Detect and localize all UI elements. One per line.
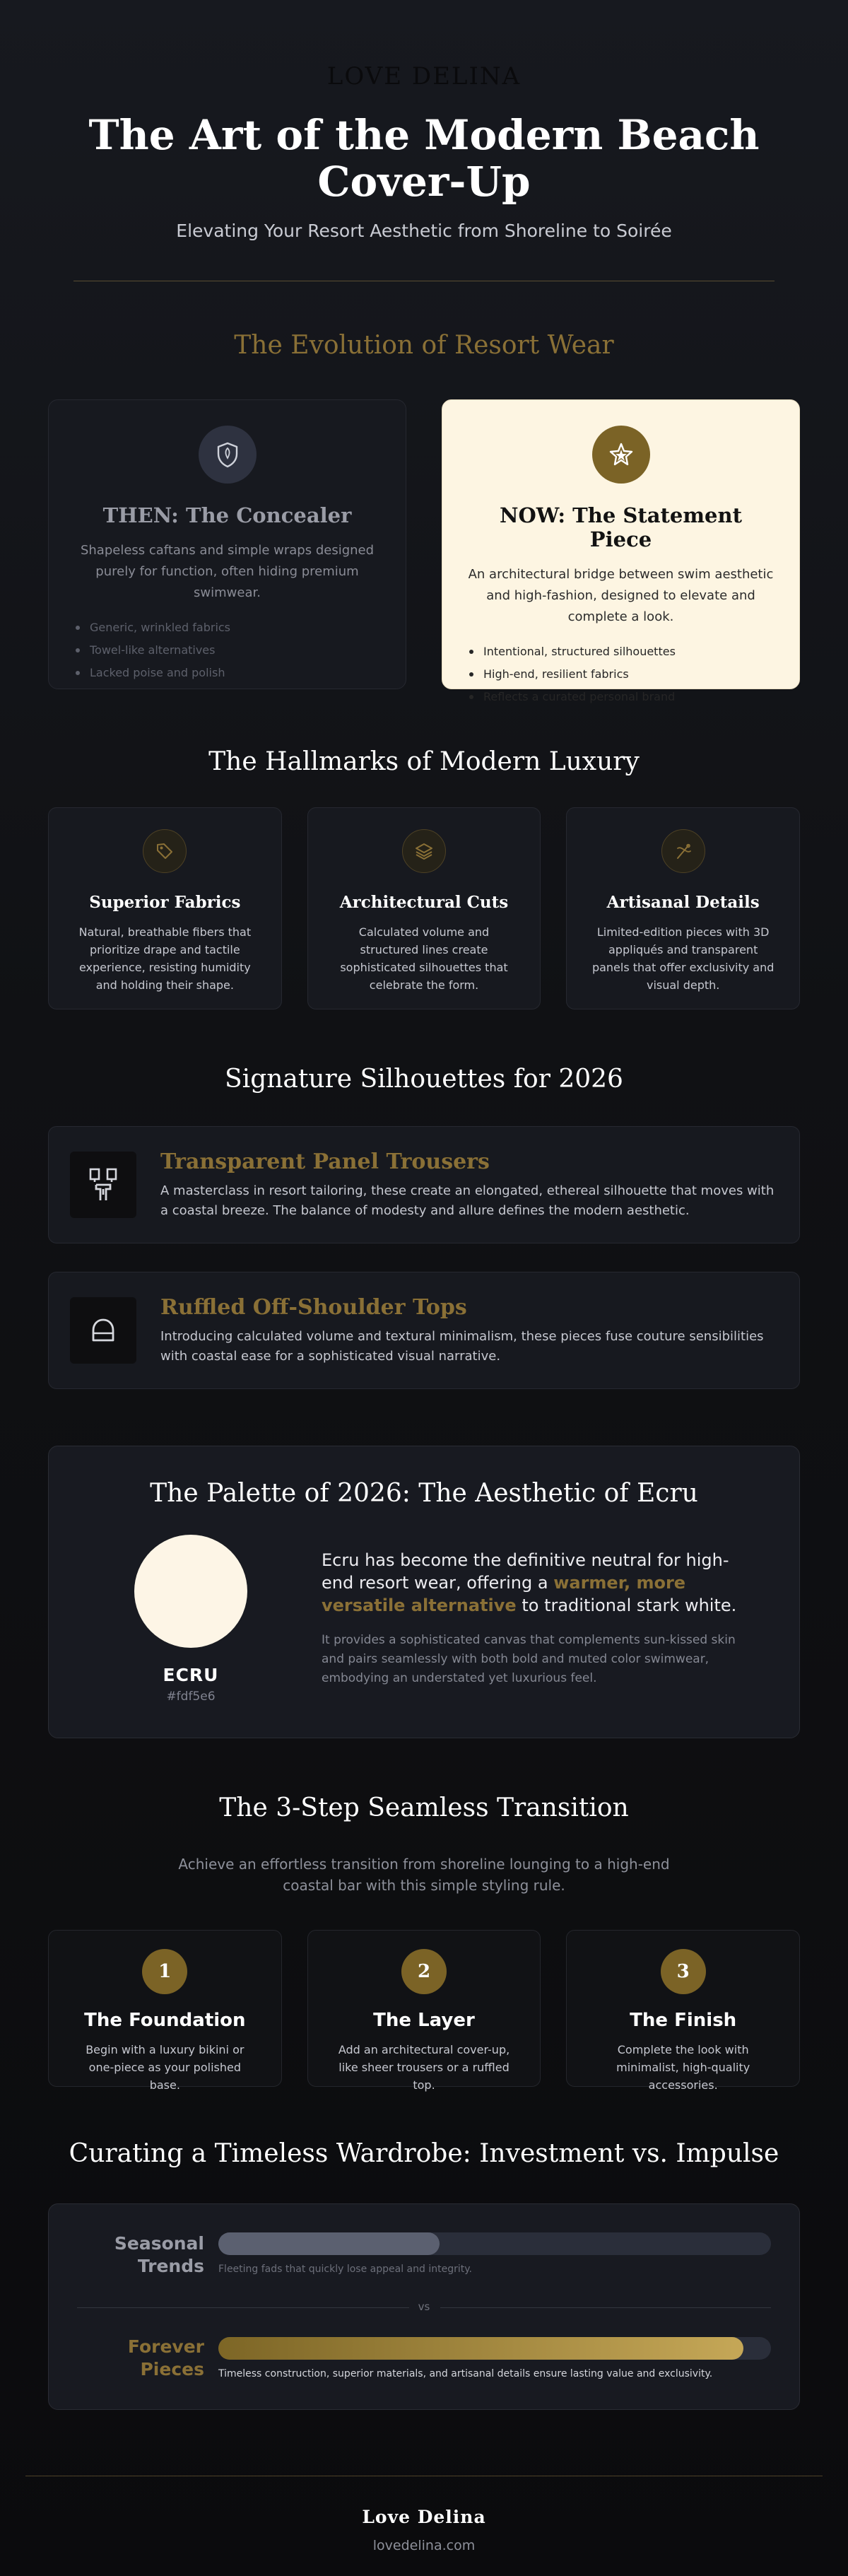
step-number: 1 xyxy=(142,1949,187,1994)
step-description: Add an architectural cover-up, like sheer trousers or a ruffled top. xyxy=(338,2043,510,2092)
hallmark-description: Calculated volume and structured lines create sophisticated silhouettes that celebrate the form. xyxy=(340,925,508,992)
then-description: Shapeless caftans and simple wraps designed purely for function, often hiding premium swimwear. xyxy=(80,543,375,600)
now-list xyxy=(466,640,775,708)
hallmark-card xyxy=(566,807,800,1009)
palette-detail: It provides a sophisticated canvas that complements sun-kissed skin and pairs seamlessly with both bold and muted color swimwear, embodying an understated yet luxurious feel. xyxy=(322,1633,736,1685)
silhouette-card xyxy=(48,1126,800,1243)
vs-divider-right xyxy=(440,2307,771,2308)
label-line: Forever xyxy=(127,2336,204,2357)
seasonal-bar-track xyxy=(218,2232,771,2255)
steps-title: The 3-Step Seamless Transition xyxy=(219,1793,629,1822)
hallmark-card xyxy=(48,807,282,1009)
needle-thread-icon xyxy=(661,829,705,873)
hallmarks-grid xyxy=(48,807,800,1009)
now-card xyxy=(442,399,800,703)
step-number: 2 xyxy=(401,1949,447,1994)
steps-intro: Achieve an effortless transition from shoreline lounging to a high-end coastal bar with this simple styling rule. xyxy=(178,1856,670,1894)
silhouette-description: A masterclass in resort tailoring, these create an elongated, ethereal silhouette that moves with a coastal breeze. The balance of modesty and allure defines the modern aesthetic. xyxy=(160,1183,775,1218)
silhouette-description: Introducing calculated volume and textural minimalism, these pieces fuse couture sensibilities with coastal ease for a sophisticated visual narrative. xyxy=(160,1328,764,1364)
hallmark-description: Limited-edition pieces with 3D appliqués and transparent panels that offer exclusivity and visual depth. xyxy=(591,925,775,992)
step-description: Complete the look with minimalist, high-quality accessories. xyxy=(616,2043,750,2092)
hallmark-heading: Artisanal Details xyxy=(606,893,760,912)
ecru-swatch xyxy=(134,1535,247,1648)
hallmarks-title: The Hallmarks of Modern Luxury xyxy=(208,747,640,776)
label-line: Pieces xyxy=(140,2359,204,2379)
label-line: Seasonal xyxy=(114,2233,204,2254)
swatch-name: ECRU xyxy=(163,1665,219,1685)
hallmark-heading: Superior Fabrics xyxy=(89,893,241,912)
forever-caption: Timeless construction, superior materials, and artisanal details ensure lasting value and exclusivity. xyxy=(218,2368,713,2379)
palette-lead xyxy=(322,1549,746,1617)
seasonal-bar-fill xyxy=(218,2232,440,2255)
step-card xyxy=(307,1930,541,2092)
label-line: Trends xyxy=(137,2256,204,2276)
steps-grid xyxy=(48,1930,800,2092)
footer-link[interactable]: lovedelina.com xyxy=(372,2538,476,2553)
silhouette-heading: Transparent Panel Trousers xyxy=(160,1149,490,1174)
hallmark-description: Natural, breathable fibers that prioritize drape and tactile experience, resisting humidity and holding their shape. xyxy=(78,925,252,992)
step-card xyxy=(48,1930,282,2092)
swatch-hex: #fdf5e6 xyxy=(166,1690,216,1704)
trousers-icon xyxy=(70,1152,136,1218)
list-item: Lacked poise and polish xyxy=(73,662,382,684)
list-item: Intentional, structured silhouettes xyxy=(466,640,775,663)
now-heading: NOW: The Statement Piece xyxy=(500,503,742,551)
forever-bar-fill xyxy=(218,2337,743,2360)
hallmark-heading: Architectural Cuts xyxy=(339,893,509,912)
step-number: 3 xyxy=(661,1949,706,1994)
page-title: The Art of the Modern Beach Cover-Up xyxy=(88,111,760,206)
then-heading: THEN: The Concealer xyxy=(102,503,352,527)
silhouette-heading: Ruffled Off-Shoulder Tops xyxy=(160,1294,467,1320)
investment-panel xyxy=(48,2203,800,2410)
list-item: Generic, wrinkled fabrics xyxy=(73,616,382,639)
forever-bar-track xyxy=(218,2337,771,2360)
step-card xyxy=(566,1930,800,2092)
tag-icon xyxy=(143,829,187,873)
forever-label xyxy=(77,2336,204,2381)
step-heading: The Finish xyxy=(630,2010,737,2031)
evolution-comparison xyxy=(48,399,800,703)
then-card xyxy=(48,399,406,689)
palette-highlight: warmer, more versatile alternative xyxy=(322,1573,686,1615)
hallmark-card xyxy=(307,807,541,1009)
now-description: An architectural bridge between swim aesthetic and high-fashion, designed to elevate and complete a look. xyxy=(468,567,774,624)
step-description: Begin with a luxury bikini or one-piece as your polished base. xyxy=(86,2043,245,2092)
footer-brand: Love Delina xyxy=(362,2507,486,2527)
list-item: High-end, resilient fabrics xyxy=(466,663,775,686)
seasonal-caption: Fleeting fads that quickly lose appeal and integrity. xyxy=(218,2264,472,2275)
shield-icon xyxy=(199,426,257,484)
evolution-title: The Evolution of Resort Wear xyxy=(234,331,614,360)
star-badge-icon xyxy=(592,426,650,484)
list-item: Towel-like alternatives xyxy=(73,639,382,662)
palette-lead-text: Ecru has become the definitive neutral for high-end resort wear, offering a xyxy=(322,1550,729,1593)
page-subtitle: Elevating Your Resort Aesthetic from Shoreline to Soirée xyxy=(176,221,672,241)
step-heading: The Foundation xyxy=(84,2010,246,2031)
top-icon xyxy=(70,1297,136,1364)
silhouettes-title: Signature Silhouettes for 2026 xyxy=(225,1065,623,1094)
vs-label: vs xyxy=(418,2300,430,2313)
layers-icon xyxy=(402,829,446,873)
silhouette-card xyxy=(48,1272,800,1389)
list-item: Reflects a curated personal brand xyxy=(466,686,775,708)
seasonal-label xyxy=(77,2232,204,2278)
palette-panel xyxy=(48,1446,800,1738)
palette-lead-end: to traditional stark white. xyxy=(516,1596,737,1615)
brand-wordmark: LOVE DELINA xyxy=(326,62,522,90)
step-heading: The Layer xyxy=(373,2010,475,2031)
palette-title: The Palette of 2026: The Aesthetic of Ecru xyxy=(150,1479,698,1508)
then-list xyxy=(73,616,382,684)
investment-title: Curating a Timeless Wardrobe: Investment vs. Impulse xyxy=(69,2139,779,2168)
